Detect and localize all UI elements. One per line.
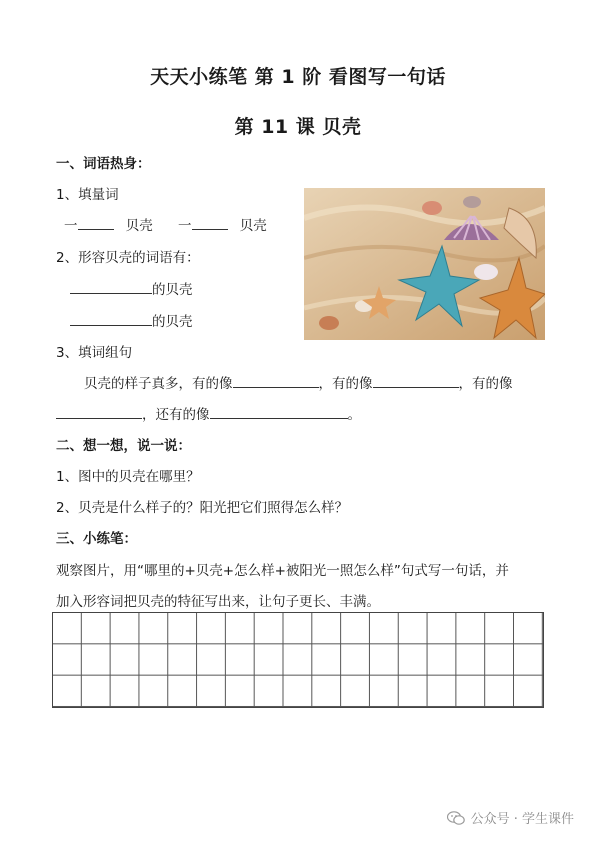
adjective-blank-1[interactable] [70,281,152,294]
discuss-question-1: 1、图中的贝壳在哪里？ [56,469,200,485]
measure-word-item-2 [178,214,267,234]
sentence-text: ，有的像 [458,376,513,392]
sentence-blank-4[interactable] [210,406,348,419]
shells-on-sand-photo [304,188,545,340]
discuss-question-2: 2、贝壳是什么样子的？阳光把它们照得怎么样？ [56,500,349,516]
adjective-blank-2[interactable] [70,313,152,326]
sentence-text: ，还有的像 [142,407,210,423]
sentence-blank-1[interactable] [233,375,319,388]
question-3-label: 3、填词组句 [56,345,133,361]
measure-word-item-1 [64,214,153,234]
measure-word-suffix: 贝壳 [239,218,267,234]
sentence-line-1 [84,372,513,392]
section-heading-discuss: 二、想一想，说一说： [56,438,191,454]
question-2-label: 2、形容贝壳的词语有： [56,250,200,266]
adjective-suffix: 的贝壳 [152,282,193,298]
writing-instruction-line-2: 加入形容词把贝壳的特征写出来，让句子更长、丰满。 [56,594,380,610]
watermark-text: 公众号 · 学生课件 [470,812,574,827]
sentence-text: ，有的像 [318,376,373,392]
small-shell [474,264,498,280]
adjective-line-1 [70,278,193,298]
adjective-line-2 [70,310,193,330]
wechat-icon [447,811,465,825]
writing-grid[interactable] [52,612,544,708]
writing-instruction-line-1: 观察图片，用“哪里的+贝壳+怎么样+被阳光一照怎么样”句式写一句话，并 [56,563,509,579]
question-1-label: 1、填量词 [56,187,119,203]
measure-word-blank-2[interactable] [192,217,228,230]
small-shell [463,196,481,208]
section-heading-writing: 三、小练笔： [56,531,137,547]
sentence-text: 贝壳的样子真多，有的像 [84,376,233,392]
measure-word-blank-1[interactable] [78,217,114,230]
sentence-line-2 [56,403,361,423]
measure-word-prefix: 一 [64,218,78,234]
sentence-blank-3[interactable] [56,406,142,419]
sentence-blank-2[interactable] [373,375,459,388]
page-title: 天天小练笔 第 1 阶 看图写一句话 [150,66,446,88]
shells-illustration [304,188,545,340]
lesson-title: 第 11 课 贝壳 [234,116,362,138]
measure-word-prefix: 一 [178,218,192,234]
section-heading-warmup: 一、词语热身： [56,156,151,172]
measure-word-suffix: 贝壳 [125,218,153,234]
small-shell [319,316,339,330]
small-shell [422,201,442,215]
sentence-text: 。 [347,407,361,423]
adjective-suffix: 的贝壳 [152,314,193,330]
watermark [447,808,574,827]
